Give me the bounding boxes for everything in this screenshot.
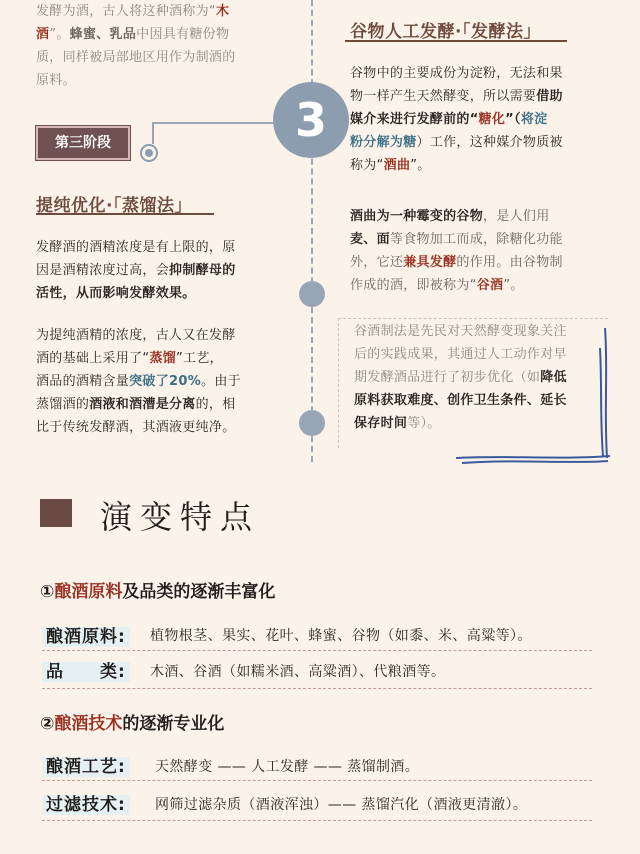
row-value: 天然酵变 —— 人工发酵 —— 蒸馏制酒。 [155, 759, 420, 775]
feature-1-title: ①酿酒原料及品类的逐渐丰富化 [40, 582, 276, 602]
timeline-dot [299, 281, 325, 307]
row-divider [42, 688, 592, 689]
section-title-distillation: 提纯优化·「蒸馏法」 [36, 196, 192, 216]
row-value: 木酒、谷酒（如糯米酒、高粱酒）、代粮酒等。 [150, 664, 446, 680]
fermentation-paragraph: 谷物中的主要成份为淀粉，无法和果 物一样产生天然酵变，所以需要借助 媒介来进行发酵前的“糖化”（将淀 粉分解为糖）工作，这种媒介物质被 称为“酒曲”。 [350, 66, 563, 173]
row-divider [42, 780, 592, 781]
row-materials [42, 622, 130, 647]
top-left-text: 发酵为酒，古人将这种酒称为“木 酒”。蜂蜜、乳品中因具有糖份物 质，同样被局部地区用作为制酒的 原料。 [36, 4, 236, 88]
row-label: 品 类: [42, 662, 130, 682]
timeline-dot [299, 410, 325, 436]
section-title-fermentation: 谷物人工发酵·「发酵法」 [350, 22, 541, 42]
stage-dot [140, 144, 158, 162]
distillation-paragraph-1: 发酵酒的酒精浓度是有上限的，原 因是酒精浓度过高，会抑制酵母的 活性，从而影响发酵效果。 [36, 240, 236, 301]
stage-connector [154, 122, 274, 124]
row-label: 酿酒工艺: [42, 757, 130, 777]
row-value: 植物根茎、果实、花叶、蜂蜜、谷物（如黍、米、高粱等）。 [150, 628, 532, 644]
stage-connector-vertical [152, 122, 156, 144]
row-label: 酿酒原料: [42, 627, 130, 647]
box-border-left [338, 318, 340, 448]
row-categories [42, 657, 130, 682]
hand-drawn-frame [450, 318, 615, 468]
row-divider [42, 650, 592, 651]
stage-number-circle: 3 [273, 82, 349, 158]
row-divider [42, 820, 592, 821]
row-label: 过滤技术: [42, 795, 130, 815]
features-heading: 演变特点 [100, 498, 261, 536]
stage-label: 第三阶段 [36, 126, 130, 160]
heading-square-icon [40, 499, 72, 527]
timeline-line [311, 0, 313, 462]
feature-2-title: ②酿酒技术的逐渐专业化 [40, 714, 225, 734]
row-value: 网筛过滤杂质（酒液浑浊）—— 蒸馏汽化（酒液更清澈）。 [155, 797, 528, 813]
distillation-paragraph-2: 为提纯酒精的浓度，古人又在发酵 酒的基础上采用了“蒸馏”工艺， 酒品的酒精含量突破了20%。由于 蒸馏酒的酒液和酒漕是分离的，相 比于传统发酵酒，其酒液更纯净。 [36, 328, 241, 435]
row-brewing-process [42, 752, 130, 777]
title-underline [36, 213, 214, 215]
title-underline [345, 40, 567, 42]
row-filtering [42, 790, 130, 815]
jiuqu-paragraph: 酒曲为一种霉变的谷物，是人们用 麦、面等食物加工而成，除糖化功能 外，它还兼具发酵的作用。由谷物制 作成的酒，即被称为“谷酒”。 [350, 209, 563, 293]
grain-wine-paragraph: 谷酒制法是先民对天然酵变现象关注 后的实践成果，其通过人工动作对早 期发酵酒品进行了初步优化（如降低 原料获取难度、创作卫生条件、延长 保存时间等）。 [354, 324, 567, 431]
